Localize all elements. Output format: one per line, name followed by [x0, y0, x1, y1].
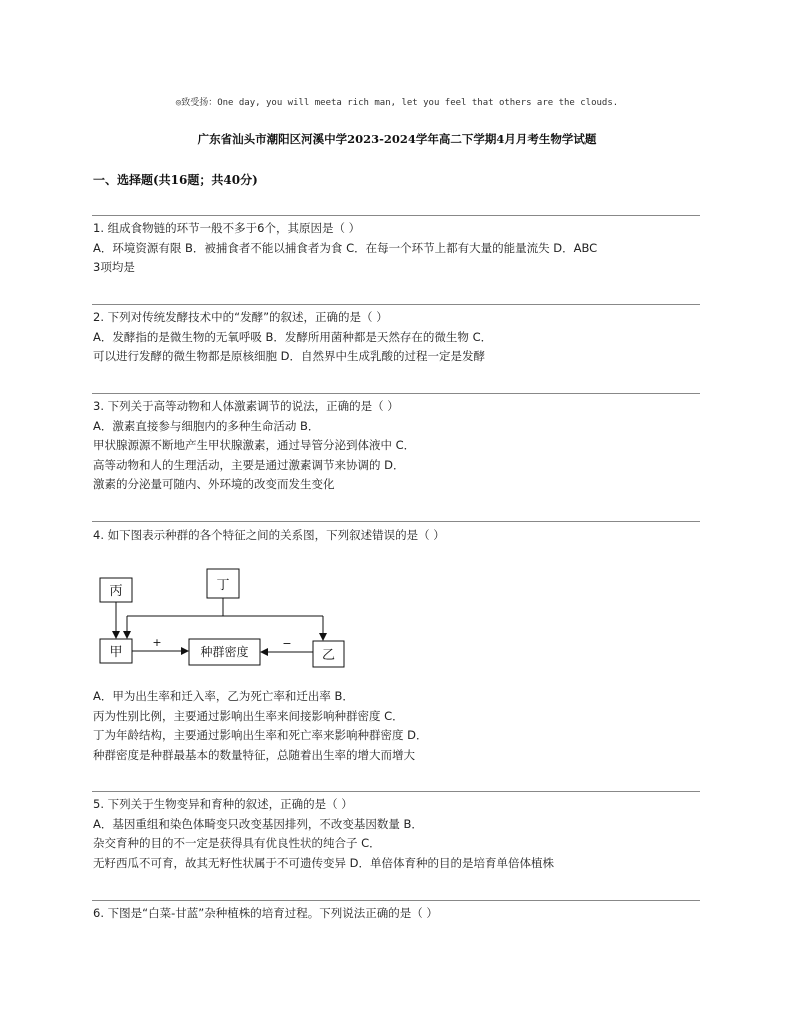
question-line: 2. 下列对传统发酵技术中的“发酵”的叙述，正确的是（ ） [93, 310, 388, 324]
question-line: 可以进行发酵的微生物都是原核细胞 D．自然界中生成乳酸的过程一定是发酵 [93, 349, 486, 363]
question-4 [93, 526, 703, 546]
question-line: 高等动物和人的生理活动，主要是通过激素调节来协调的 D． [93, 457, 405, 472]
node-center-label: 种群密度 [200, 645, 249, 659]
question-line: A．发酵指的是微生物的无氧呼吸 B．发酵所用菌种都是天然存在的微生物 C． [93, 329, 493, 344]
question-line: 1. 组成食物链的环节一般不多于6个，其原因是（ ） [93, 221, 361, 235]
question-line: 3. 下列关于高等动物和人体激素调节的说法，正确的是（ ） [93, 399, 399, 413]
motto-line: ◎致受扬：One day, you will meeta rich man, let you feel that others are the clouds. [175, 98, 619, 108]
question-5 [93, 795, 703, 873]
question-line: 杂交育种的目的不一定是获得具有优良性状的纯合子 C． [93, 836, 381, 850]
page-title: 广东省汕头市潮阳区河溪中学2023-2024学年高二下学期4月月考生物学试题 [197, 132, 597, 146]
divider [92, 521, 700, 522]
question-line: 丙为性别比例，主要通过影响出生率来间接影响种群密度 C． [93, 708, 404, 723]
plus-sign: + [152, 636, 162, 649]
question-line: 6. 下图是“白菜-甘蓝”杂种植株的培育过程。下列说法正确的是（ ） [93, 906, 438, 920]
node-ding-label: 丁 [216, 578, 230, 593]
question-line: A．激素直接参与细胞内的多种生命活动 B． [93, 418, 320, 433]
question-line: 种群密度是种群最基本的数量特征，总随着出生率的增大而增大 [93, 747, 415, 762]
question-line: 3项均是 [93, 260, 135, 274]
node-jia-label: 甲 [109, 645, 123, 660]
node-bing-label: 丙 [109, 584, 123, 599]
divider [92, 791, 700, 792]
question-4-options [93, 687, 703, 765]
question-2 [93, 308, 703, 367]
question-line: A．环境资源有限 B．被捕食者不能以捕食者为食 C．在每一个环节上都有大量的能量流失 D．ABC [93, 240, 598, 255]
question-line: 4. 如下图表示种群的各个特征之间的关系图，下列叙述错误的是（ ） [93, 528, 445, 542]
question-3 [93, 397, 703, 495]
question-1 [93, 219, 703, 278]
question-line: 无籽西瓜不可育，故其无籽性状属于不可遗传变异 D．单倍体育种的目的是培育单倍体植株 [93, 855, 555, 870]
divider [92, 900, 700, 901]
divider [92, 304, 700, 305]
minus-sign: − [282, 637, 292, 650]
question-line: 甲状腺源源不断地产生甲状腺激素，通过导管分泌到体液中 C． [93, 438, 416, 452]
population-diagram [97, 566, 357, 670]
question-line: 激素的分泌量可随内、外环境的改变而发生变化 [93, 477, 335, 491]
section-heading: 一、选择题(共16题；共40分) [93, 173, 258, 187]
question-line: 丁为年龄结构，主要通过影响出生率和死亡率来影响种群密度 D． [93, 728, 428, 742]
question-line: A．甲为出生率和迁入率，乙为死亡率和迁出率 B． [93, 689, 354, 703]
node-yi-label: 乙 [321, 648, 336, 663]
divider [92, 393, 700, 394]
question-6 [93, 904, 703, 924]
divider [92, 215, 700, 216]
question-line: 5. 下列关于生物变异和育种的叙述，正确的是（ ） [93, 797, 353, 811]
question-line: A．基因重组和染色体畸变只改变基因排列，不改变基因数量 B． [93, 816, 423, 831]
